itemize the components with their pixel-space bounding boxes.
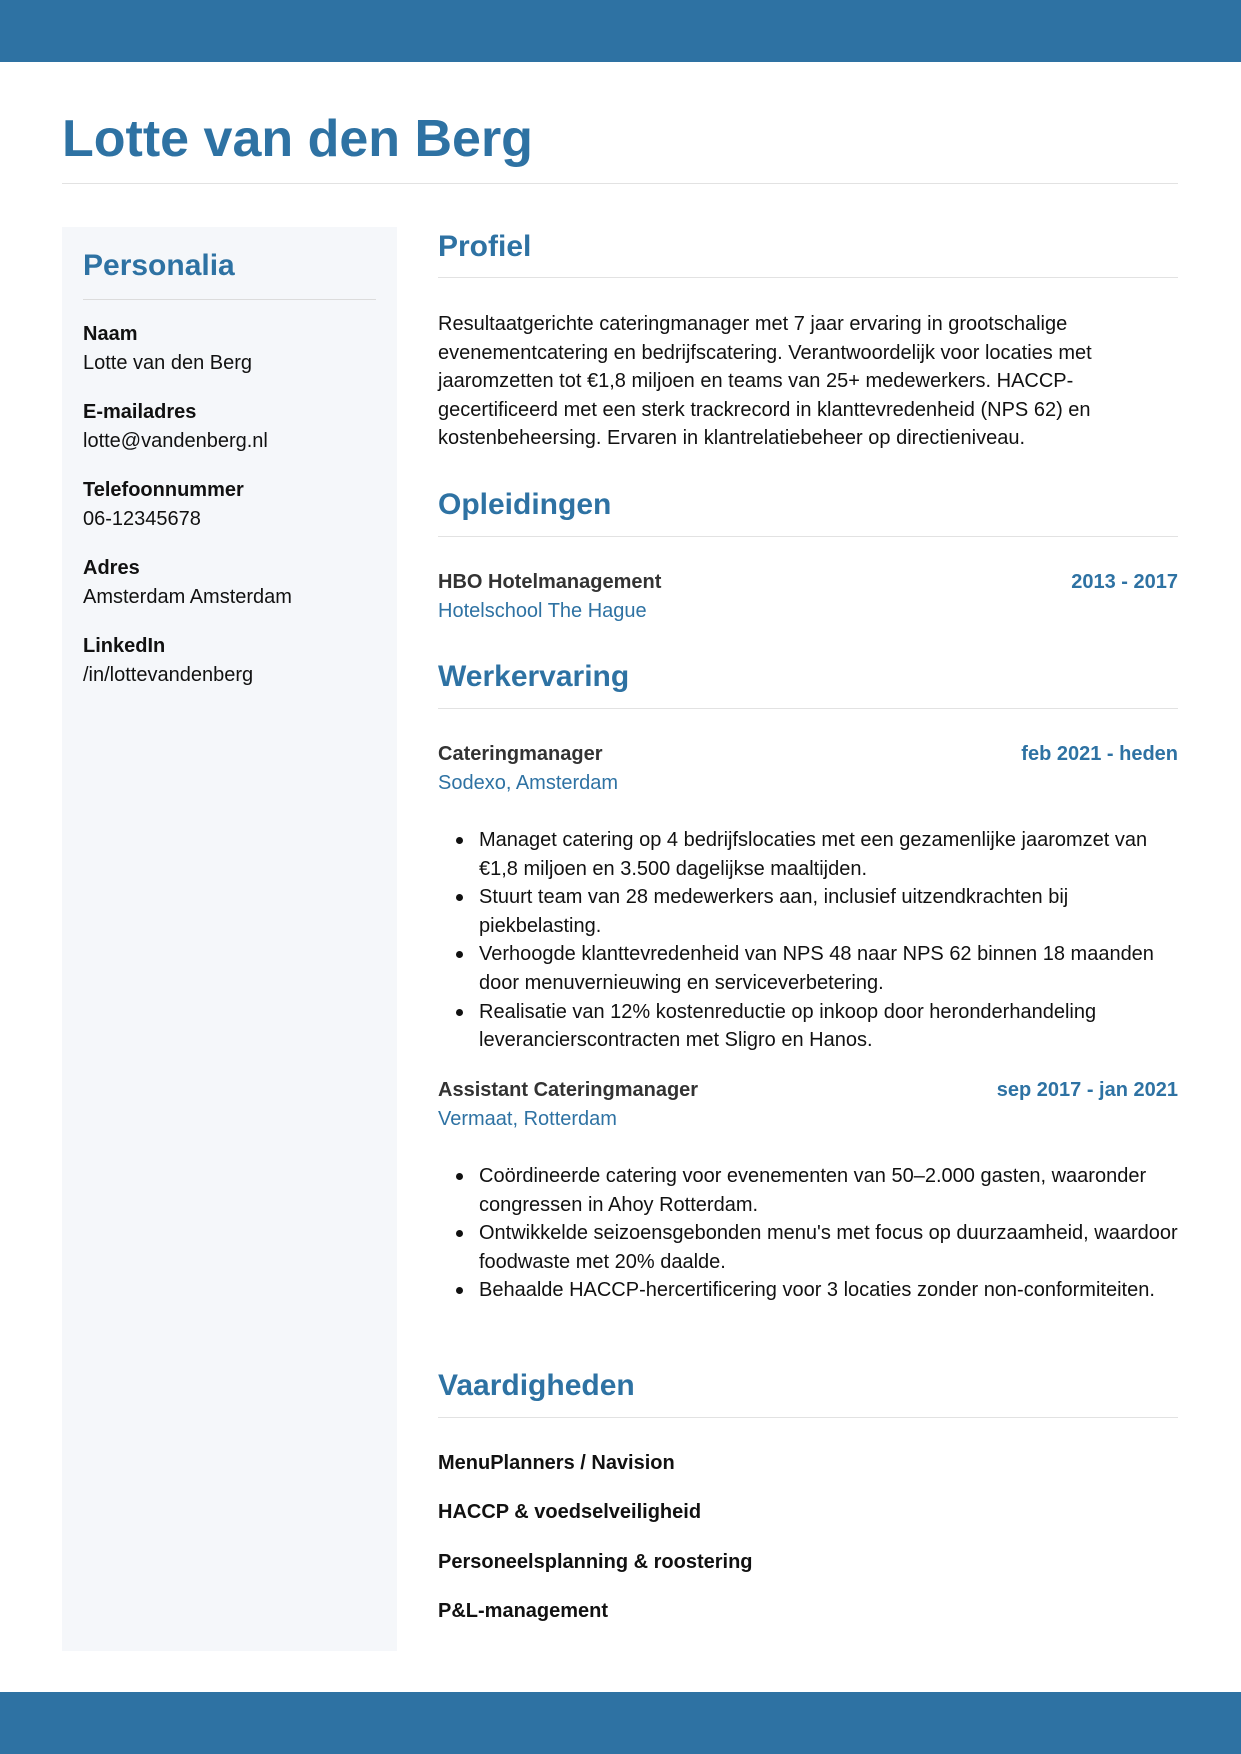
job-company: Vermaat, Rotterdam: [438, 1108, 617, 1130]
bullet-text: Ontwikkelde seizoensgebonden menu's met focus op duurzaamheid, waardoor foodwaste met 20% daalde.: [479, 1222, 1178, 1273]
job-entry-2: [438, 1076, 1178, 1105]
bullet-dot-icon: [456, 1173, 463, 1180]
list-item: [438, 1276, 1178, 1305]
bullet-dot-icon: [456, 951, 463, 958]
contact-label: Adres: [83, 557, 140, 579]
bullet-dot-icon: [456, 894, 463, 901]
list-item: [438, 826, 1178, 883]
bullet-text: Realisatie van 12% kostenreductie op inkoop door heronderhandeling leverancierscontracten met Sligro en Hanos.: [479, 1000, 1097, 1052]
contact-address: [83, 554, 383, 612]
experience-heading: Werkervaring: [438, 660, 630, 693]
skills-divider: [438, 1417, 1178, 1418]
personalia-divider: [83, 299, 376, 300]
contact-value: lotte@vandenberg.nl: [83, 430, 268, 452]
skill-item: HACCP & voedselveiligheid: [438, 1501, 702, 1523]
personalia-heading: Personalia: [83, 249, 235, 282]
education-entry: [438, 568, 1178, 597]
skill-item: MenuPlanners / Navision: [438, 1452, 675, 1474]
education-title: HBO Hotelmanagement: [438, 571, 662, 593]
skill-item: Personeelsplanning & roostering: [438, 1551, 753, 1573]
contact-value: Amsterdam Amsterdam: [83, 586, 292, 608]
contact-label: Telefoonnummer: [83, 479, 244, 501]
education-institution: Hotelschool The Hague: [438, 600, 647, 622]
contact-value: Lotte van den Berg: [83, 352, 253, 374]
job-title: Assistant Cateringmanager: [438, 1079, 699, 1101]
bullet-dot-icon: [456, 1287, 463, 1294]
job-2-bullets: [438, 1162, 1178, 1305]
contact-email: [83, 398, 383, 456]
top-decorative-bar: [0, 0, 1241, 62]
bullet-text: Verhoogde klanttevredenheid van NPS 48 naar NPS 62 binnen 18 maanden door menuvernieuwing en serviceverbetering.: [479, 943, 1154, 994]
job-date: sep 2017 - jan 2021: [996, 1079, 1178, 1101]
contact-label: Naam: [83, 323, 138, 345]
skills-heading: Vaardigheden: [438, 1369, 635, 1402]
list-item: [438, 998, 1178, 1055]
page-title: Lotte van den Berg: [62, 110, 533, 168]
education-date: 2013 - 2017: [1071, 571, 1178, 593]
contact-label: LinkedIn: [83, 635, 166, 657]
bullet-dot-icon: [456, 837, 463, 844]
bullet-dot-icon: [456, 1009, 463, 1016]
profile-text: Resultaatgerichte cateringmanager met 7 jaar ervaring in grootschalige evenementcatering en bedrijfscatering. Verantwoordelijk voor locaties met jaaromzetten tot €1,8 miljoen en teams van 25+ medewerkers. HACCP-gecertificeerd met een sterk trackrecord in klanttevredenheid (NPS 62) en kostenbeheersing. Ervaren in klantrelatiebeheer op directieniveau.: [438, 313, 1092, 449]
contact-linkedin: [83, 632, 383, 690]
title-divider: [62, 183, 1178, 184]
job-entry-1: [438, 740, 1178, 769]
contact-phone: [83, 476, 383, 534]
list-item: [438, 1219, 1178, 1276]
list-item: [438, 940, 1178, 997]
contact-value: 06-12345678: [83, 508, 201, 530]
experience-divider: [438, 708, 1178, 709]
job-company: Sodexo, Amsterdam: [438, 772, 619, 794]
bottom-decorative-bar: [0, 1692, 1241, 1754]
bullet-text: Coördineerde catering voor evenementen van 50–2.000 gasten, waaronder congressen in Ahoy Rotterdam.: [479, 1165, 1147, 1216]
list-item: [438, 883, 1178, 940]
education-heading: Opleidingen: [438, 488, 612, 521]
bullet-dot-icon: [456, 1230, 463, 1237]
education-divider: [438, 536, 1178, 537]
job-title: Cateringmanager: [438, 743, 603, 765]
bullet-text: Managet catering op 4 bedrijfslocaties met een gezamenlijke jaaromzet van €1,8 miljoen en 3.500 dagelijkse maaltijden.: [479, 829, 1148, 880]
personalia-sidebar: [62, 227, 397, 1651]
bullet-text: Stuurt team van 28 medewerkers aan, inclusief uitzendkrachten bij piekbelasting.: [479, 886, 1069, 937]
list-item: [438, 1162, 1178, 1219]
job-date: feb 2021 - heden: [1021, 743, 1178, 765]
bullet-text: Behaalde HACCP-hercertificering voor 3 locaties zonder non-conformiteiten.: [479, 1279, 1155, 1302]
profile-heading: Profiel: [438, 230, 532, 263]
skill-item: P&L-management: [438, 1600, 609, 1622]
contact-name: [83, 320, 383, 378]
contact-value: /in/lottevandenberg: [83, 664, 254, 686]
contact-label: E-mailadres: [83, 401, 197, 423]
job-1-bullets: [438, 826, 1178, 1055]
profile-divider: [438, 277, 1178, 278]
